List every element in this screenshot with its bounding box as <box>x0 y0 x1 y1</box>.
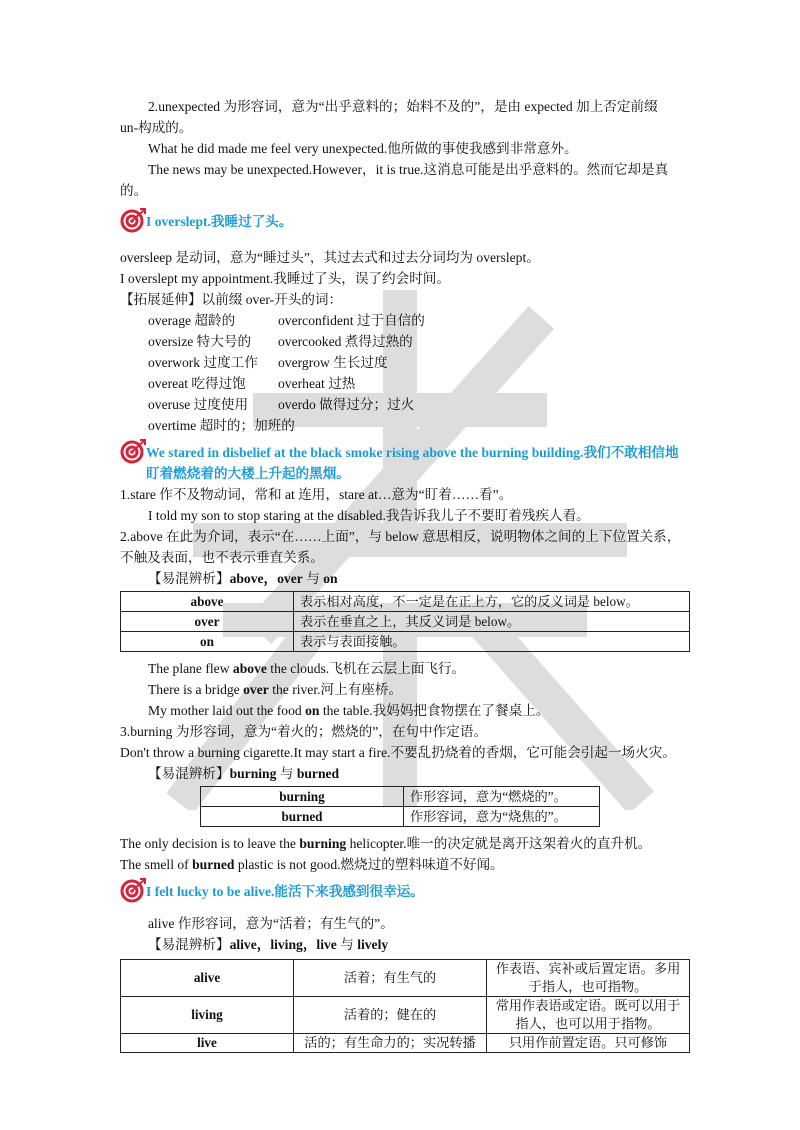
table-row: burning 作形容词，意为“燃烧的”。 <box>201 787 600 807</box>
heading-stared <box>120 442 690 484</box>
table-row: burned 作形容词，意为“烧焦的”。 <box>201 807 600 827</box>
example-above: The plane flew above the clouds.飞机在云层上面飞行。 <box>148 661 466 676</box>
table-row: above 表示相对高度，不一定是在正上方，它的反义词是 below。 <box>121 592 690 612</box>
example-over: There is a bridge over the river.河上有座桥。 <box>148 682 403 697</box>
example-burning: The only decision is to leave the burning helicopter.唯一的决定就是离开这架着火的直升机。 <box>120 836 652 851</box>
table-row: live 活的；有生命力的；实况转播 只用作前置定语。只可修饰 <box>121 1034 690 1053</box>
unexpected-example2-cont: 的。 <box>120 183 148 198</box>
over-word-row: overage 超龄的 overconfident 过于自信的 <box>148 313 425 328</box>
heading-overslept <box>120 211 690 233</box>
example-on: My mother laid out the food on the table.我妈妈把食物摆在了餐桌上。 <box>148 703 550 718</box>
example-burned: The smell of burned plastic is not good.燃烧过的塑料味道不好闻。 <box>120 857 504 872</box>
table-row: living 活着的；健在的 常用作表语或定语。既可以用于指人，也可以用于指物。 <box>121 997 690 1034</box>
target-icon <box>120 207 146 233</box>
burning-line1: 3.burning 为形容词，意为“着火的；燃烧的”，在句中作定语。 <box>120 724 488 739</box>
unexpected-example1: What he did made me feel very unexpected.他所做的事使我感到非常意外。 <box>148 141 578 156</box>
unexpected-line1: 2.unexpected 为形容词，意为“出乎意料的；始料不及的”，是由 expected 加上否定前缀 <box>148 99 658 114</box>
over-word-row: overeat 吃得过饱 overheat 过热 <box>148 376 356 391</box>
oversleep-line2: I overslept my appointment.我睡过了头，误了约会时间。 <box>120 271 450 286</box>
above-line2: 不触及表面，也不表示垂直关系。 <box>120 550 324 565</box>
target-icon <box>120 438 146 464</box>
table-row: over 表示在垂直之上，其反义词是 below。 <box>121 612 690 632</box>
over-word-row: oversize 特大号的 overcooked 煮得过熟的 <box>148 334 413 349</box>
compare-table-above-over-on <box>120 591 690 652</box>
oversleep-line3: 【拓展延伸】以前缀 over-开头的词： <box>120 292 343 307</box>
heading-lucky <box>120 881 690 903</box>
burning-line2: Don't throw a burning cigarette.It may start a fire.不要乱扔烧着的香烟，它可能会引起一场火灾。 <box>120 745 676 760</box>
over-word-row: overtime 超时的；加班的 <box>148 418 295 433</box>
above-line1: 2.above 在此为介词，表示“在……上面”，与 below 意思相反，说明物体之间的上下位置关系， <box>120 529 681 544</box>
heading-lucky-text: I felt lucky to be alive.能活下来我感到很幸运。 <box>146 884 424 899</box>
stare-example: I told my son to stop staring at the disabled.我告诉我儿子不要盯着残疾人看。 <box>148 508 590 523</box>
compare-table-burning-burned <box>200 786 600 827</box>
unexpected-example2: The news may be unexpected.However，it is true.这消息可能是出乎意料的。然而它却是真 <box>148 162 669 177</box>
unexpected-line2: un-构成的。 <box>120 120 193 135</box>
table-row: on 表示与表面接触。 <box>121 632 690 652</box>
target-icon <box>120 877 146 903</box>
compare-heading-above: 【易混辨析】above，over 与 on <box>148 571 338 586</box>
table-row: alive 活着；有生气的 作表语、宾补或后置定语。多用于指人，也可指物。 <box>121 960 690 997</box>
compare-table-alive-living-live <box>120 959 690 1053</box>
oversleep-line1: oversleep 是动词，意为“睡过头”，其过去式和过去分词均为 overslept。 <box>120 250 540 265</box>
heading-stared-text: We stared in disbelief at the black smoke rising above the burning building.我们不敢相信地盯着燃烧着的大楼上升起的黑烟。 <box>146 445 679 481</box>
compare-heading-burning: 【易混辨析】burning 与 burned <box>148 766 340 781</box>
heading-overslept-text: I overslept.我睡过了头。 <box>146 214 293 229</box>
compare-heading-alive: 【易混辨析】alive，living，live 与 lively <box>148 937 389 952</box>
stare-line1: 1.stare 作不及物动词，常和 at 连用，stare at…意为“盯着……看”。 <box>120 487 513 502</box>
alive-line1: alive 作形容词，意为“活着；有生气的”。 <box>148 916 394 931</box>
over-word-row: overwork 过度工作 overgrow 生长过度 <box>148 355 388 370</box>
over-word-row: overuse 过度使用 overdo 做得过分；过火 <box>148 397 415 412</box>
